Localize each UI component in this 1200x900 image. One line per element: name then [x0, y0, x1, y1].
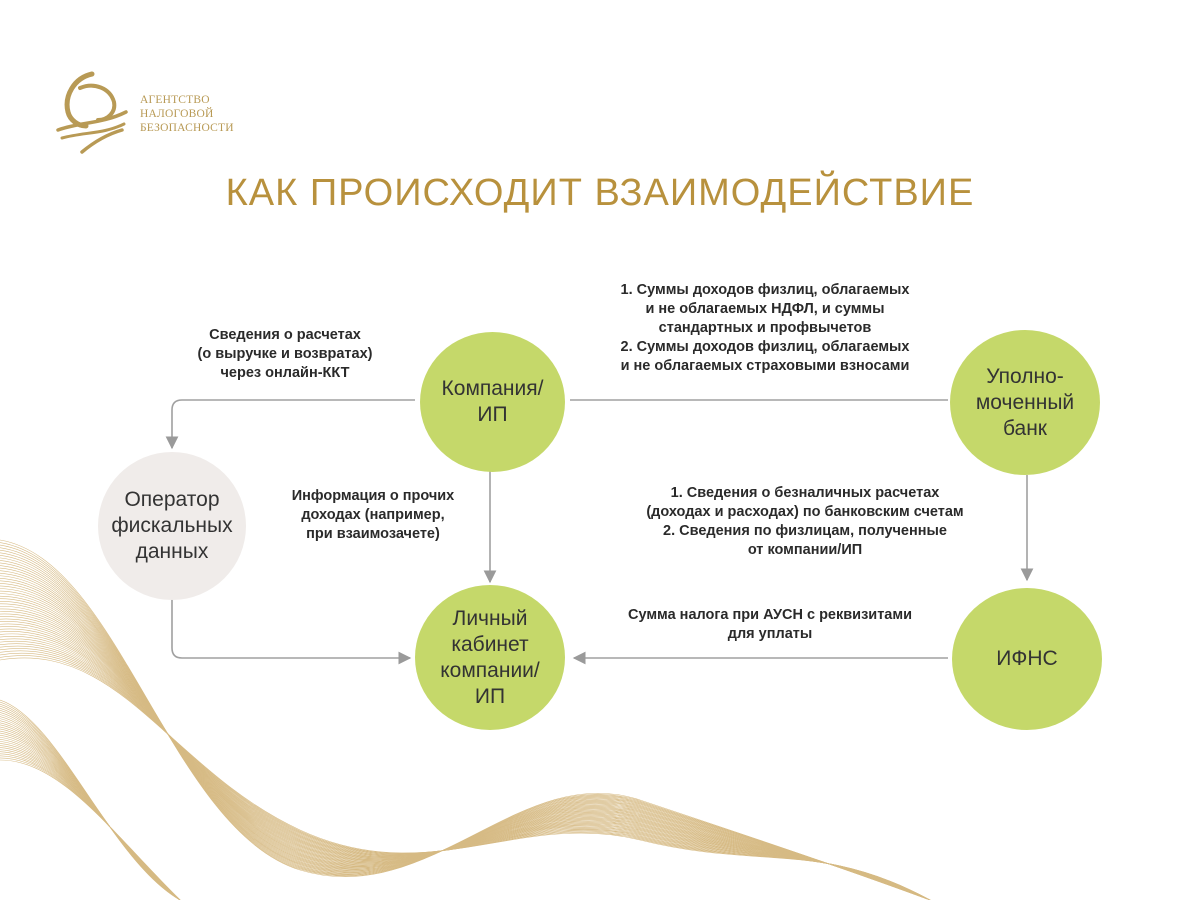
node-cabinet	[415, 585, 565, 730]
arrow-company-to-ofd	[172, 400, 415, 448]
label-company-bank-line-5: и не облагаемых страховыми взносами	[620, 358, 910, 374]
label-ofd-info-line-1: Сведения о расчетах	[209, 327, 361, 343]
arrow-ofd-to-cabinet	[172, 598, 410, 658]
label-ofd-info	[160, 326, 410, 383]
label-ofd-info-line-3: через онлайн-ККТ	[220, 365, 350, 381]
node-ofd	[98, 452, 246, 600]
label-bank-ifns-line-1: 1. Сведения о безналичных расчетах	[670, 485, 940, 501]
label-tax-sum	[580, 606, 960, 644]
label-other-income	[258, 487, 488, 544]
logo-line-2: НАЛОГОВОЙ	[140, 108, 214, 120]
label-other-income-line-1: Информация о прочих	[291, 488, 455, 504]
label-other-income-line-2: доходах (например,	[301, 507, 445, 523]
logo-line-3: БЕЗОПАСНОСТИ	[140, 122, 234, 134]
node-bank	[950, 330, 1100, 475]
label-company-bank-line-1: 1. Суммы доходов физлиц, облагаемых	[620, 282, 910, 298]
node-cabinet-line-3: компании/	[440, 658, 540, 682]
page-title: КАК ПРОИСХОДИТ ВЗАИМОДЕЙСТВИЕ	[225, 172, 975, 214]
node-company-line-1: Компания/	[441, 377, 544, 400]
node-cabinet-line-2: кабинет	[451, 632, 529, 656]
label-company-bank	[570, 281, 960, 376]
node-bank-line-2: моченный	[975, 390, 1075, 414]
node-ofd-line-2: фискальных	[111, 514, 233, 537]
label-bank-ifns	[590, 484, 1020, 560]
node-bank-line-1: Уполно-	[986, 364, 1064, 388]
label-other-income-line-3: при взаимозачете)	[306, 526, 440, 542]
label-bank-ifns-line-4: от компании/ИП	[747, 542, 863, 558]
label-bank-ifns-line-3: 2. Сведения по физлицам, полученные	[663, 523, 947, 539]
label-company-bank-line-3: стандартных и профвычетов	[658, 320, 872, 336]
label-bank-ifns-line-2: (доходах и расходах) по банковским счетам	[646, 504, 964, 520]
label-company-bank-line-2: и не облагаемых НДФЛ, и суммы	[645, 301, 885, 317]
node-bank-line-3: банк	[1002, 416, 1047, 440]
label-tax-sum-line-2: для уплаты	[727, 626, 813, 642]
node-company	[420, 332, 565, 472]
logo-line-1: АГЕНТСТВО	[140, 94, 210, 106]
node-cabinet-line-4: ИП	[474, 684, 506, 708]
node-ifns-line-1: ИФНС	[996, 647, 1058, 670]
label-tax-sum-line-1: Сумма налога при АУСН с реквизитами	[627, 607, 913, 623]
node-company-line-2: ИП	[477, 403, 508, 426]
node-ifns	[952, 588, 1102, 730]
node-ofd-line-3: данных	[135, 540, 209, 563]
label-ofd-info-line-2: (о выручке и возвратах)	[197, 346, 373, 362]
node-ofd-line-1: Оператор	[124, 488, 220, 511]
label-company-bank-line-4: 2. Суммы доходов физлиц, облагаемых	[620, 339, 910, 355]
node-cabinet-line-1: Личный	[452, 606, 528, 630]
